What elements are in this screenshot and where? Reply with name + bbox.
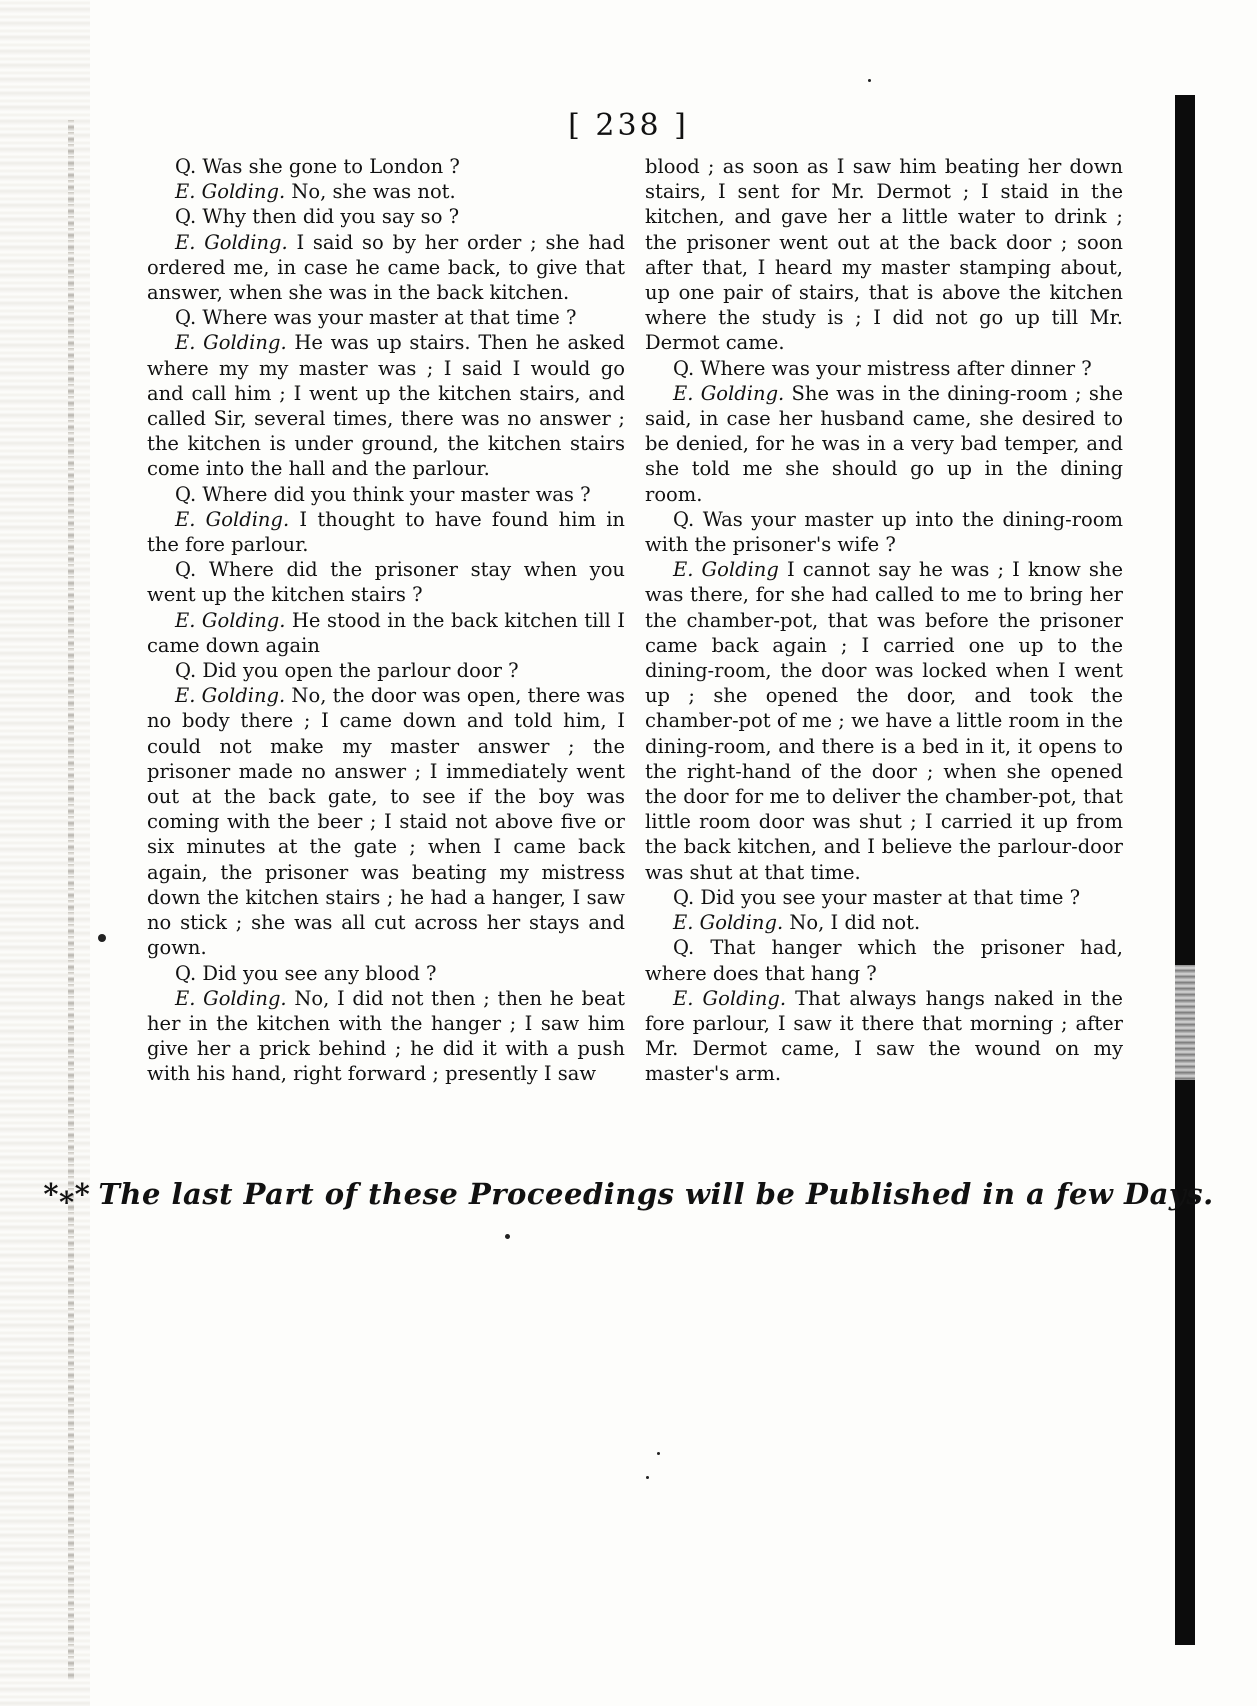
closing-notice-text: The last Part of these Proceedings will be Published in a few Days. (98, 1177, 1214, 1211)
testimony-paragraph (147, 557, 625, 607)
testimony-paragraph (645, 935, 1123, 985)
paragraph-text: I cannot say he was ; I know she was there, for she had called to me to bring her the chamber-pot, that was before the prisoner came back again ; I carried one up to the dining-room, the door was locked when I went up ; she opened the door, and took the chamber-pot of me ; we have a little room in the dining-room, and there is a bed in it, it opens to the right-hand of the door ; when she opened the door for me to deliver the chamber-pot, that little room door was shut ; I carried it up from the back kitchen, and I believe the parlour-door was shut at that time. (645, 558, 1123, 884)
testimony-paragraph (147, 986, 625, 1087)
paragraph-text: No, the door was open, there was no body there ; I came down and told him, I could not make my master answer ; the prisoner made no answer ; I immediately went out at the back gate, to see if the boy was coming with the beer ; I staid not above five or six minutes at the gate ; when I came back again, the prisoner was beating my mistress down the kitchen stairs ; he had a hanger, I saw no stick ; she was all cut across her stays and gown. (147, 684, 625, 960)
testimony-paragraph (645, 557, 1123, 885)
scanned-page-edge (0, 0, 90, 1706)
testimony-paragraph (147, 330, 625, 481)
paragraph-text: Q. Was she gone to London ? (175, 155, 460, 178)
ink-speck (646, 1476, 649, 1479)
testimony-paragraph (645, 986, 1123, 1087)
testimony-paragraph (147, 154, 625, 179)
speaker-name: E. Golding. (175, 608, 286, 632)
closing-notice (0, 1177, 1257, 1211)
right-text-column (645, 154, 1123, 1087)
testimony-paragraph (147, 961, 625, 986)
paragraph-text: She was in the dining-room ; she said, in case her husband came, she desired to be denied, for he was in a very bad temper, and she told me she should go up in the dining room. (645, 381, 1123, 506)
paragraph-text: blood ; as soon as I saw him beating her down stairs, I sent for Mr. Dermot ; I staid in the kitchen, and gave her a little water to drink ; the prisoner went out at the back door ; soon after that, I heard my master stamping about, up one pair of stairs, that is above the kitchen where the study is ; I did not go up till Mr. Dermot came. (645, 155, 1123, 355)
testimony-paragraph (645, 381, 1123, 507)
speaker-name: E. Golding. (673, 381, 785, 405)
paragraph-text: No, she was not. (285, 180, 456, 204)
speaker-name: E. Golding (673, 558, 779, 582)
paragraph-text: Q. Where did you think your master was ? (175, 482, 591, 506)
paragraph-text: He stood in the back kitchen till I came down again (147, 608, 625, 657)
paragraph-text: Q. Did you open the parlour door ? (175, 659, 519, 683)
left-text-column (147, 154, 625, 1087)
speaker-name: E. Golding. (175, 684, 286, 708)
testimony-paragraph (147, 230, 625, 306)
testimony-paragraph (147, 204, 625, 229)
paragraph-text: Q. Where did the prisoner stay when you went up the kitchen stairs ? (147, 558, 625, 607)
paragraph-text: No, I did not. (783, 911, 921, 935)
speaker-name: E. Golding. (673, 986, 787, 1010)
scan-border-bar (1175, 95, 1195, 1645)
binding-shadow (68, 120, 74, 1680)
ink-speck (657, 1452, 660, 1455)
ink-speck (98, 934, 106, 942)
testimony-paragraph (147, 507, 625, 557)
paragraph-text: No, I did not then ; then he beat her in the kitchen with the hanger ; I saw him give her a prick behind ; he did it with a push with his hand, right forward ; presently I saw (147, 986, 625, 1086)
paragraph-text: Q. That hanger which the prisoner had, where does that hang ? (645, 936, 1123, 985)
testimony-paragraph (147, 608, 625, 658)
testimony-paragraph (645, 507, 1123, 557)
testimony-paragraph (645, 885, 1123, 910)
paragraph-text: That always hangs naked in the fore parlour, I saw it there that morning ; after Mr. Dermot came, I saw the wound on my master's arm. (645, 986, 1123, 1086)
paragraph-text: Q. Where was your master at that time ? (175, 306, 577, 330)
testimony-paragraph (147, 305, 625, 330)
speaker-name: E. Golding. (175, 180, 286, 204)
testimony-paragraph (147, 179, 625, 204)
testimony-paragraph (147, 658, 625, 683)
speaker-name: E. Golding. (175, 986, 287, 1010)
testimony-paragraph (147, 683, 625, 960)
testimony-paragraph (645, 910, 1123, 935)
page-number: [ 238 ] (568, 108, 689, 143)
speaker-name: E. Golding. (175, 230, 288, 254)
paragraph-text: He was up stairs. Then he asked where my my master was ; I said I would go and call him ; I went up the kitchen stairs, and called Sir, several times, there was no answer ; the kitchen is under ground, the kitchen stairs come into the hall and the parlour. (147, 331, 625, 481)
testimony-paragraph (645, 356, 1123, 381)
paragraph-text: I thought to have found him in the fore parlour. (147, 507, 625, 557)
paragraph-text: Q. Did you see your master at that time ? (673, 885, 1081, 909)
speaker-name: E. Golding. (673, 911, 784, 935)
scan-border-gap (1175, 965, 1195, 1080)
ink-speck (505, 1234, 510, 1239)
paragraph-text: Q. Was your master up into the dining-room with the prisoner's wife ? (645, 507, 1123, 557)
asterism-mark: *⁎* (43, 1177, 91, 1211)
paragraph-text: I said so by her order ; she had ordered me, in case he came back, to give that answer, when she was in the back kitchen. (147, 230, 625, 305)
paragraph-text: Q. Where was your mistress after dinner ? (673, 356, 1092, 380)
paragraph-text: Q. Why then did you say so ? (175, 205, 460, 229)
speaker-name: E. Golding. (175, 331, 287, 355)
testimony-paragraph (147, 482, 625, 507)
ink-speck (868, 79, 871, 82)
testimony-paragraph (645, 154, 1123, 356)
speaker-name: E. Golding. (175, 507, 290, 531)
paragraph-text: Q. Did you see any blood ? (175, 961, 437, 985)
